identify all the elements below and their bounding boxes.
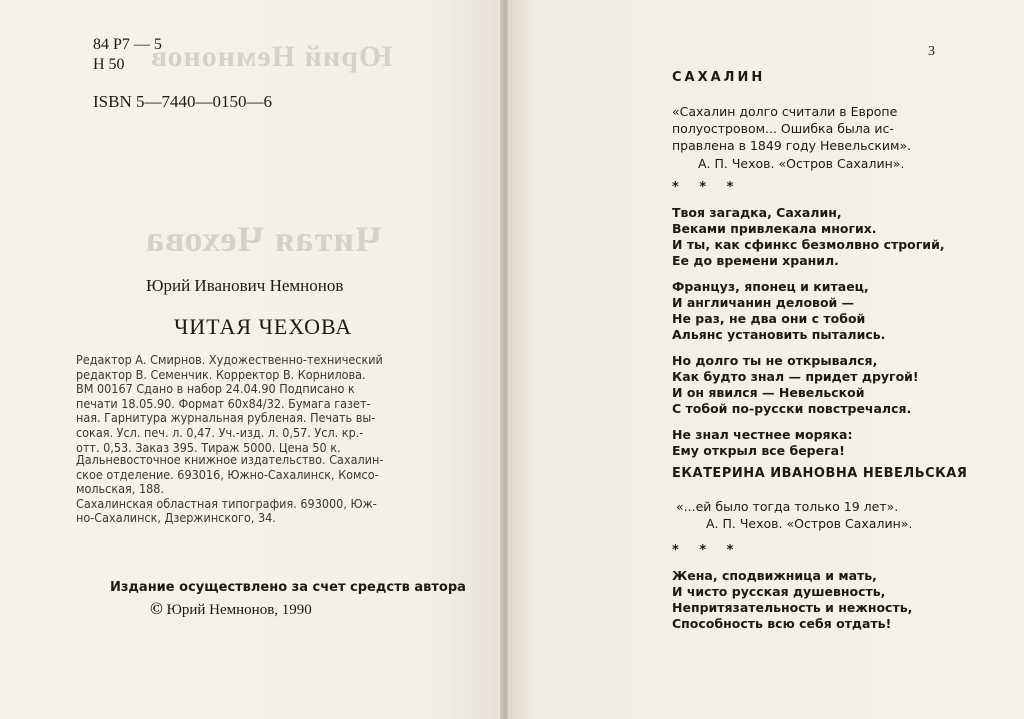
epigraph-sakhalin	[672, 103, 911, 154]
imprint-line: Редактор А. Смирнов. Художественно-технический	[76, 352, 383, 367]
poem-line: Способность всю себя отдать!	[672, 616, 892, 631]
classification-code: 84 Р7 — 5	[93, 36, 162, 53]
imprint-line: печати 18.05.90. Формат 60х84/32. Бумага газет-	[76, 395, 371, 411]
sponsor-note: Издание осуществлено за счет средств автора	[110, 580, 466, 595]
author-name: Юрий Иванович Немнонов	[146, 276, 344, 295]
publisher-line: но-Сахалинск, Дзержинского, 34.	[76, 510, 276, 526]
section-title-nevelskaya: ЕКАТЕРИНА ИВАНОВНА НЕВЕЛЬСКАЯ	[672, 466, 968, 481]
imprint-line: ная. Гарнитура журнальная рубленая. Печать вы-	[76, 410, 376, 426]
publisher-line: мольская, 188.	[76, 481, 164, 497]
publisher-line: Сахалинская областная типография. 693000, Юж-	[76, 495, 377, 511]
show-through-author: Юрий Немнонов	[150, 40, 393, 73]
poem-line: Твоя загадка, Сахалин,	[672, 205, 842, 220]
poem-line: Ему открыл все берега!	[672, 443, 845, 458]
imprint-line: редактор В. Семенчик. Корректор В. Корнилова.	[76, 366, 366, 382]
poem-stanza	[672, 205, 945, 269]
book-title: ЧИТАЯ ЧЕХОВА	[174, 314, 353, 339]
poem-line: Француз, японец и китаец,	[672, 279, 869, 294]
poem-line: Ее до времени хранил.	[672, 253, 839, 268]
copyright-text: Юрий Немнонов, 1990	[166, 602, 312, 618]
page-number: 3	[928, 44, 935, 59]
poem-line: Как будто знал — придет другой!	[672, 369, 919, 384]
copyright-line	[150, 599, 312, 619]
left-page	[0, 0, 502, 719]
poem-sakhalin	[672, 205, 945, 469]
publisher-line: ское отделение. 693016, Южно-Сахалинск, Комсо-	[76, 466, 379, 482]
imprint-block	[76, 353, 383, 455]
imprint-line: ВМ 00167 Сдано в набор 24.04.90 Подписано к	[76, 381, 355, 397]
section-title-sakhalin: САХАЛИН	[672, 70, 766, 85]
show-through-title: Читая Чехова	[145, 219, 382, 259]
poem-line: И ты, как сфинкс безмолвно строгий,	[672, 237, 945, 252]
poem-line: С тобой по-русски повстречался.	[672, 401, 912, 416]
poem-line: Жена, сподвижница и мать,	[672, 568, 877, 583]
poem-stanza	[672, 353, 945, 417]
poem-line: Альянс установить пытались.	[672, 327, 886, 342]
poem-line: Непритязательность и нежность,	[672, 600, 913, 615]
poem-line: И англичанин деловой —	[672, 295, 855, 310]
poem-line: Веками привлекала многих.	[672, 221, 877, 236]
section-divider-stars: * * *	[672, 180, 742, 195]
poem-line: Не раз, не два они с тобой	[672, 311, 866, 326]
imprint-line: сокая. Усл. печ. л. 0,47. Уч.-изд. л. 0,57. Усл. кр.-	[76, 424, 364, 440]
epigraph-attribution-1: А. П. Чехов. «Остров Сахалин».	[698, 156, 905, 171]
section-divider-stars-2: * * *	[672, 543, 742, 558]
poem-line: Не знал честнее моряка:	[672, 427, 853, 442]
epigraph-line: полуостровом... Ошибка была ис-	[672, 121, 894, 136]
epigraph-line: «Сахалин долго считали в Европе	[672, 104, 898, 119]
copyright-icon: ©	[150, 599, 163, 618]
right-page	[508, 0, 1024, 719]
poem-stanza	[672, 568, 912, 632]
imprint-line: отт. 0,53. Заказ 395. Тираж 5000. Цена 50 к.	[76, 439, 341, 455]
poem-nevelskaya	[672, 568, 912, 642]
poem-stanza	[672, 279, 945, 343]
author-mark: Н 50	[93, 56, 125, 73]
poem-line: И он явился — Невельской	[672, 385, 865, 400]
epigraph-nevelskaya: «...ей было тогда только 19 лет».	[676, 499, 899, 514]
epigraph-line: правлена в 1849 году Невельским».	[672, 138, 912, 153]
poem-line: Но долго ты не открывался,	[672, 353, 878, 368]
poem-stanza	[672, 427, 945, 459]
publisher-block	[76, 453, 383, 526]
isbn: ISBN 5—7440—0150—6	[93, 92, 272, 111]
publisher-line: Дальневосточное книжное издательство. Сахалин-	[76, 452, 384, 467]
epigraph-attribution-2: А. П. Чехов. «Остров Сахалин».	[706, 516, 913, 531]
poem-line: И чисто русская душевность,	[672, 584, 886, 599]
